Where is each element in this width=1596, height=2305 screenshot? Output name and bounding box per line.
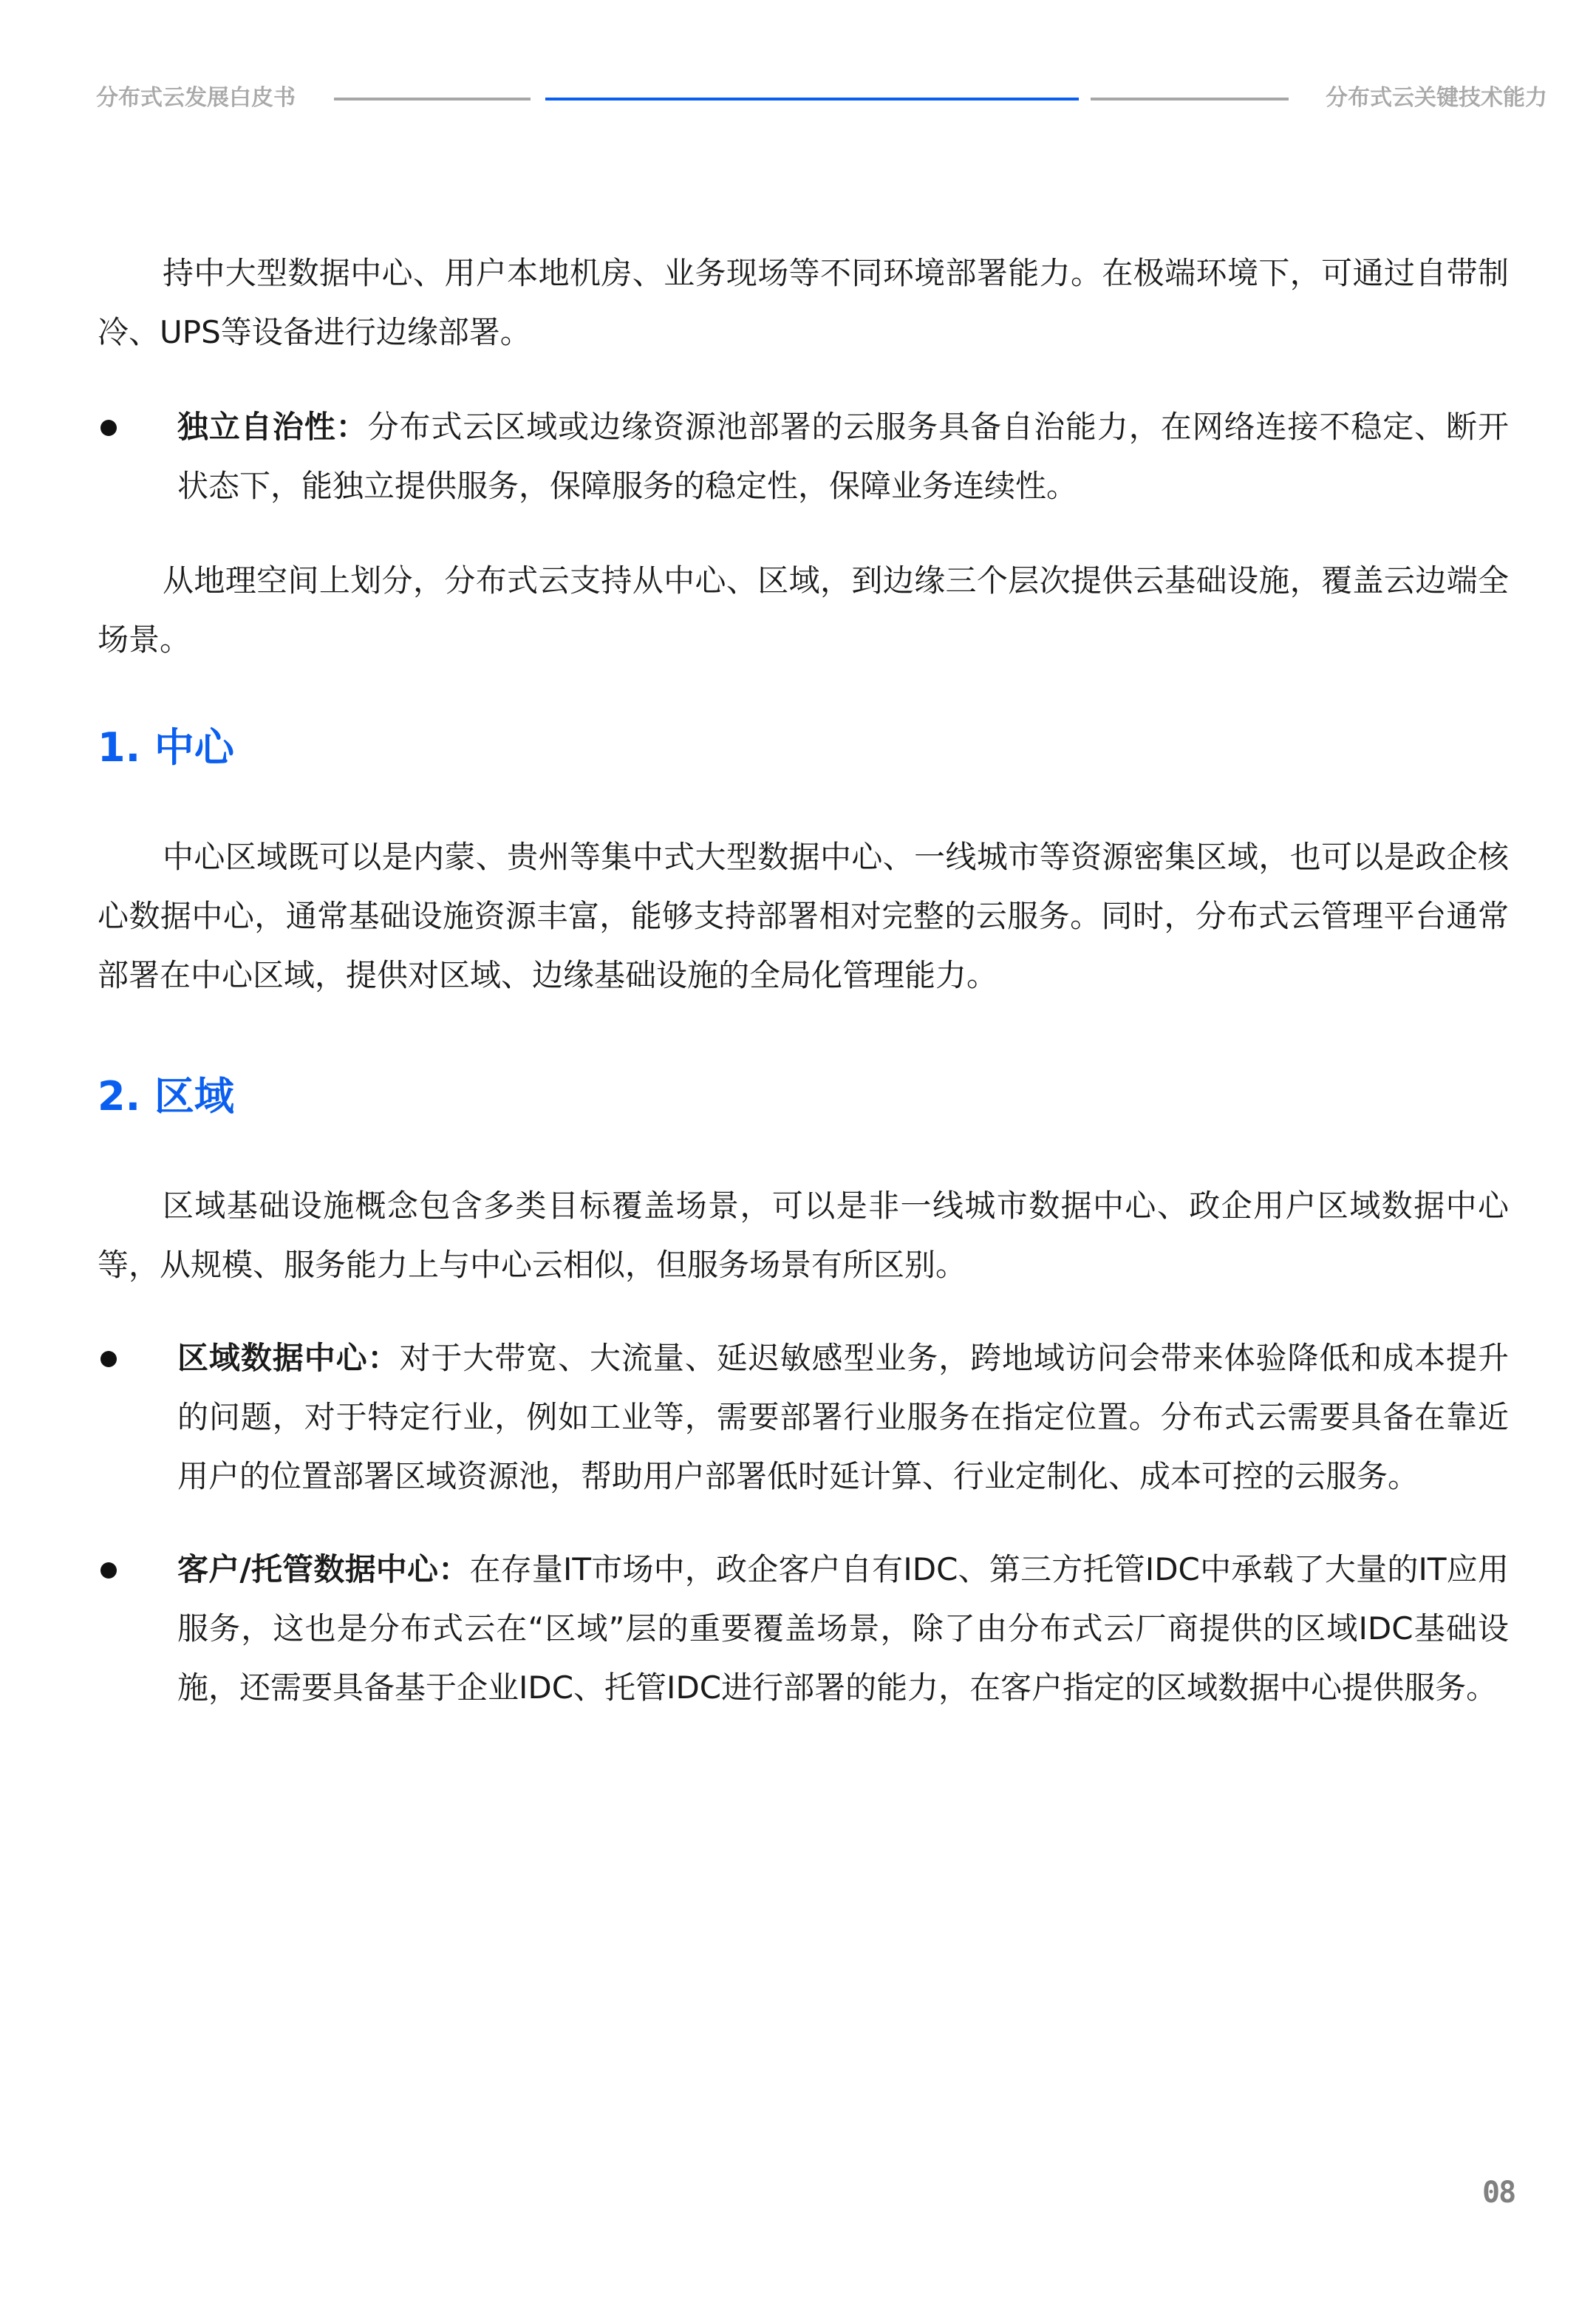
bullet-item-customer-dc [98, 1540, 1509, 1717]
page-body [98, 244, 1509, 1717]
bullet-text: 分布式云区域或边缘资源池部署的云服务具备自治能力，在网络连接不稳定、断开状态下，能独立提供服务，保障服务的稳定性，保障业务连续性。 [177, 409, 1509, 504]
page-header [0, 80, 1596, 117]
bullet-dot-icon [100, 420, 117, 436]
bullet-item-autonomy [98, 398, 1509, 516]
bullet-text: 对于大带宽、大流量、延迟敏感型业务，跨地域访问会带来体验降低和成本提升的问题，对于特定行业，例如工业等，需要部署行业服务在指定位置。分布式云需要具备在靠近用户的位置部署区域资源池，帮助用户部署低时延计算、行业定制化、成本可控的云服务。 [177, 1340, 1509, 1494]
bullet-item-regional-dc [98, 1329, 1509, 1506]
bullet-term: 区域数据中心： [177, 1340, 400, 1376]
paragraph-region: 区域基础设施概念包含多类目标覆盖场景，可以是非一线城市数据中心、政企用户区域数据中心等，从规模、服务能力上与中心云相似，但服务场景有所区别。 [98, 1188, 1509, 1283]
page-number: 08 [1482, 2176, 1515, 2210]
bullet-dot-icon [100, 1351, 117, 1367]
header-rule-right [1091, 98, 1289, 101]
section-heading-center: 1. 中心 [98, 724, 234, 771]
bullet-term: 客户/托管数据中心： [177, 1551, 470, 1587]
header-rule-left [334, 98, 531, 101]
section-heading-region: 2. 区域 [98, 1073, 234, 1120]
bullet-dot-icon [100, 1562, 117, 1579]
bullet-text: 在存量IT市场中，政企客户自有IDC、第三方托管IDC中承载了大量的IT应用服务，这也是分布式云在“区域”层的重要覆盖场景，除了由分布式云厂商提供的区域IDC基础设施，还需要具备基于企业IDC、托管IDC进行部署的能力，在客户指定的区域数据中心提供服务。 [177, 1551, 1509, 1706]
paragraph-intro-continued: 持中大型数据中心、用户本地机房、业务现场等不同环境部署能力。在极端环境下，可通过自带制冷、UPS等设备进行边缘部署。 [98, 255, 1509, 350]
paragraph-center: 中心区域既可以是内蒙、贵州等集中式大型数据中心、一线城市等资源密集区域，也可以是政企核心数据中心，通常基础设施资源丰富，能够支持部署相对完整的云服务。同时，分布式云管理平台通常部署在中心区域，提供对区域、边缘基础设施的全局化管理能力。 [98, 839, 1509, 993]
paragraph-geo: 从地理空间上划分，分布式云支持从中心、区域，到边缘三个层次提供云基础设施，覆盖云边端全场景。 [98, 562, 1509, 658]
header-chapter-title: 分布式云关键技术能力 [1326, 85, 1547, 111]
header-rule-accent [545, 98, 1079, 101]
header-document-title: 分布式云发展白皮书 [96, 85, 296, 111]
bullet-term: 独立自治性： [177, 409, 368, 445]
